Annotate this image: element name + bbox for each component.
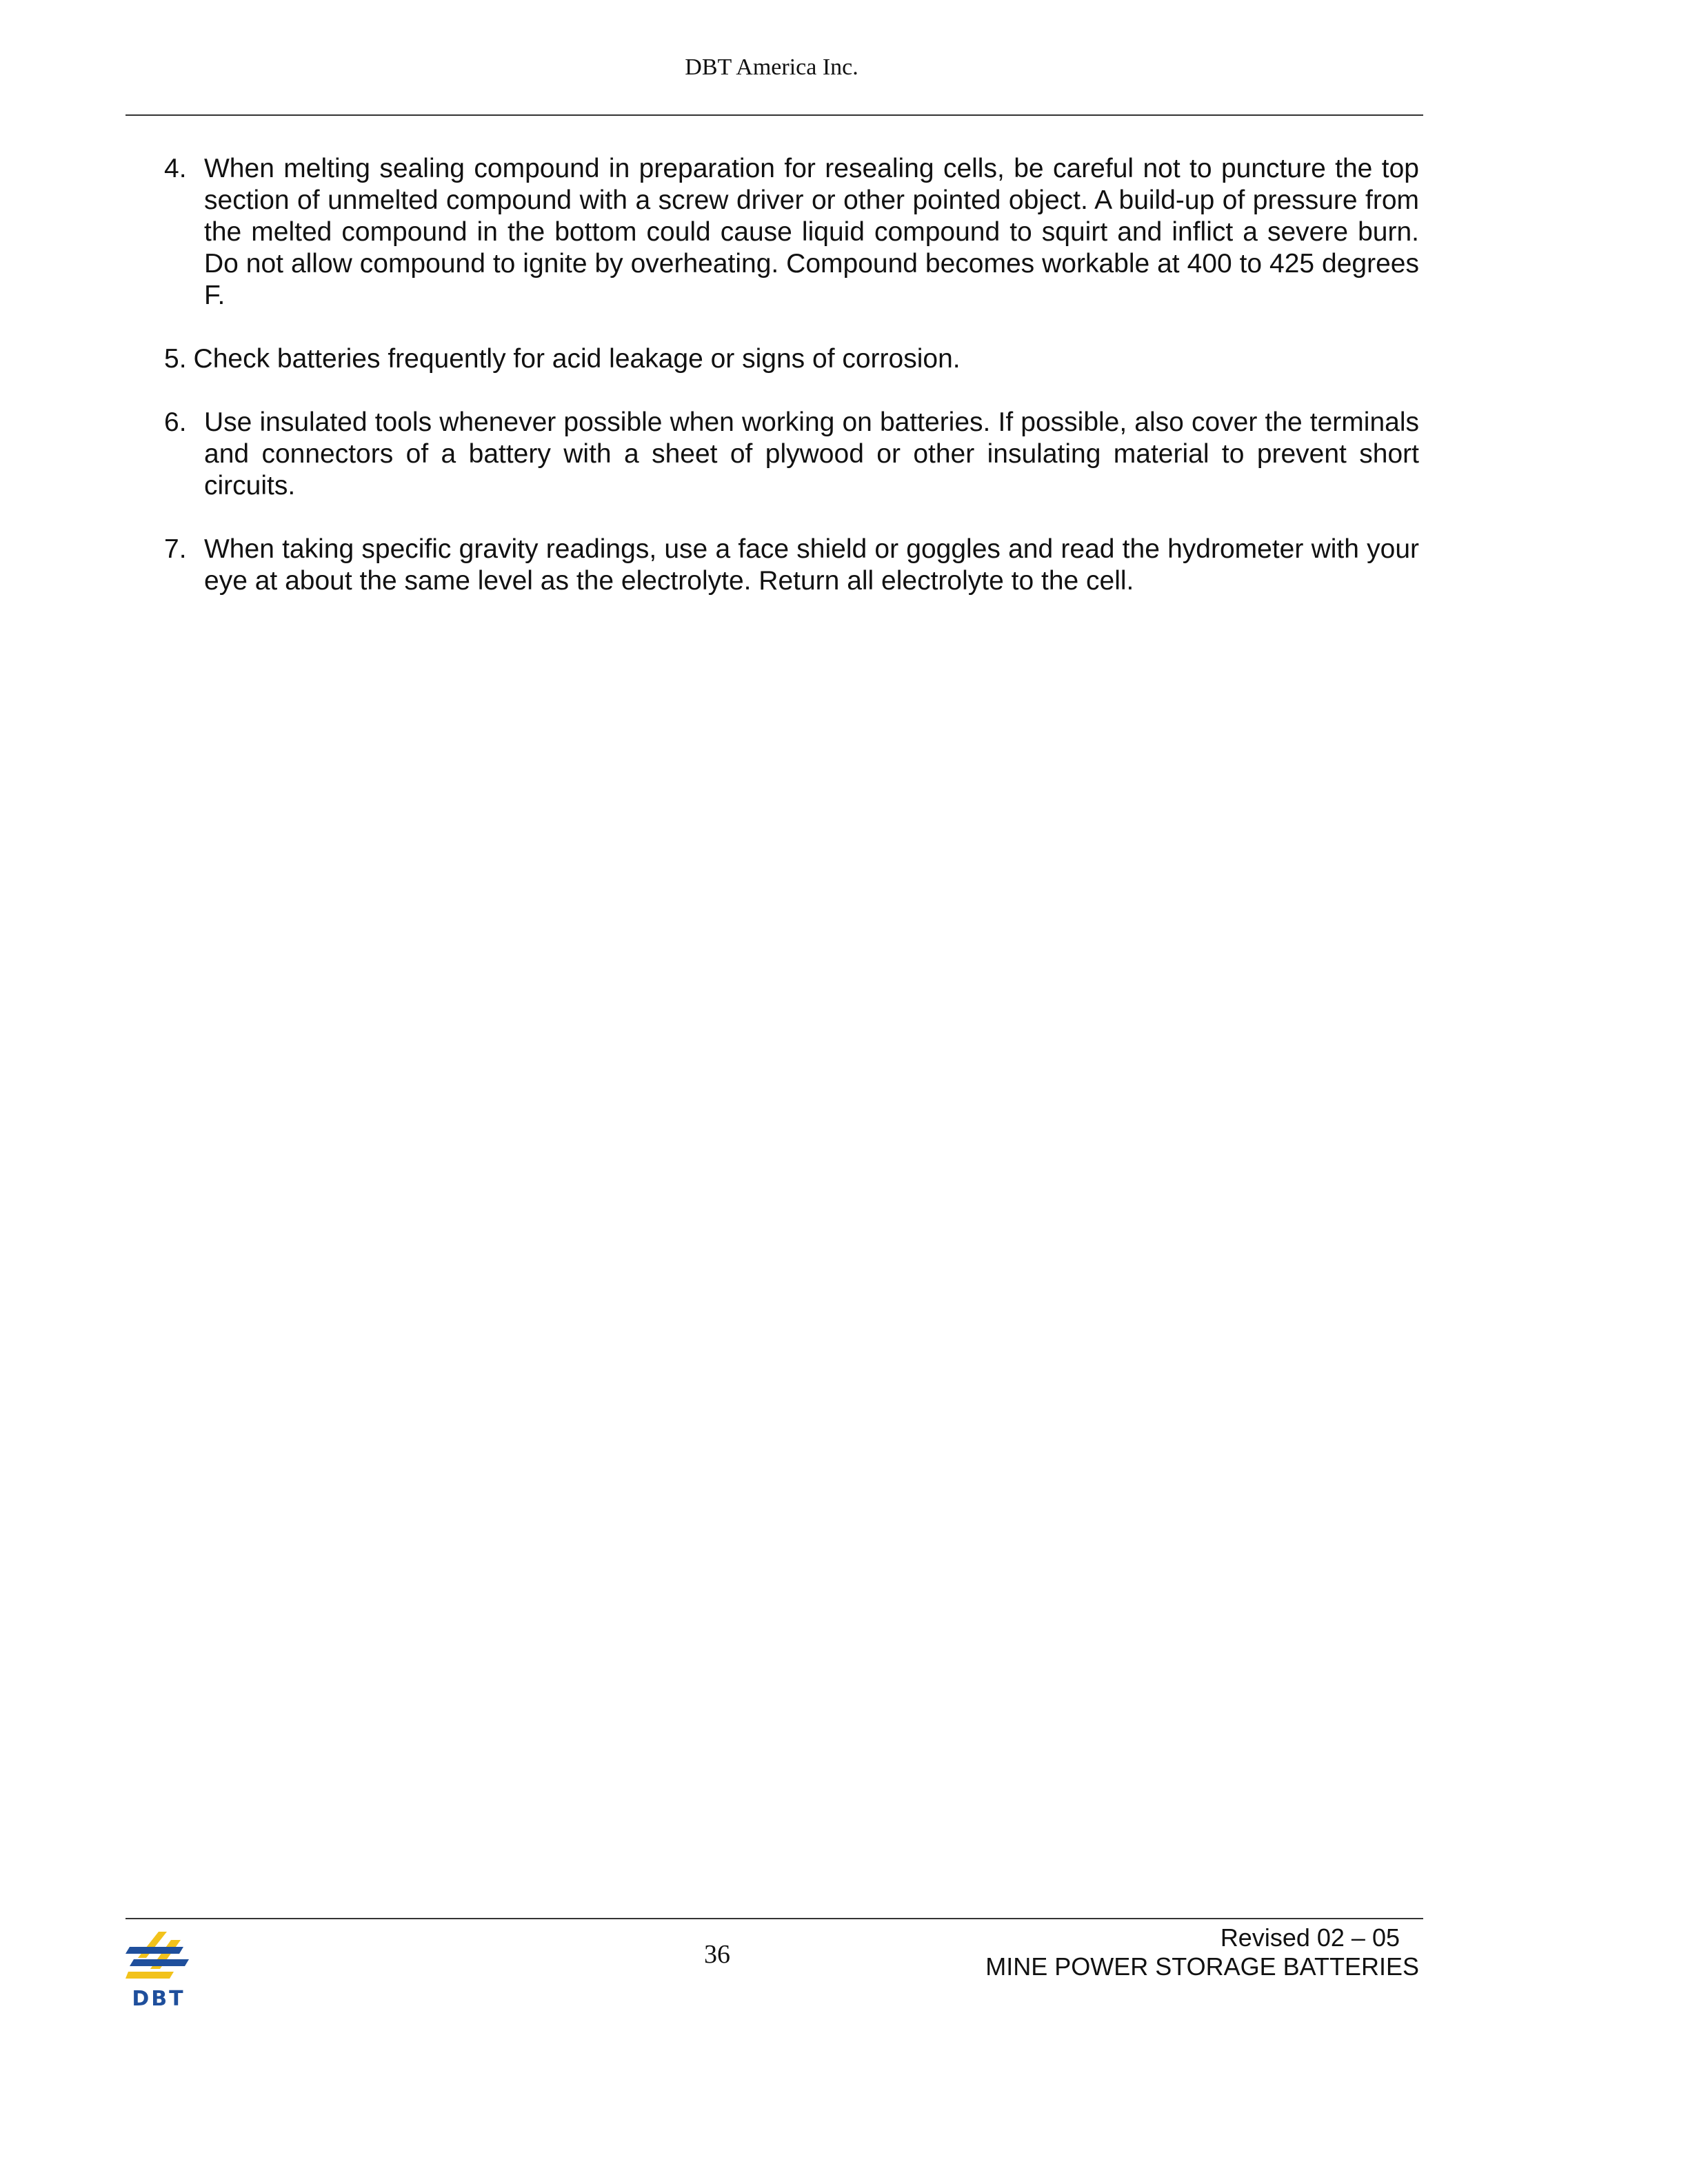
list-item-text: When taking specific gravity readings, use a face shield or goggles and read the hydrometer with your eye at about the same level as the electrolyte. Return all electrolyte to the cell. [204, 534, 1419, 596]
list-item-text: Use insulated tools whenever possible when working on batteries. If possible, also cover the terminals and connectors of a battery with a sheet of plywood or other insulating material to prevent short circuits. [204, 407, 1419, 501]
list-item-number: 6. [164, 407, 187, 437]
logo-text: DBT [132, 1987, 185, 2011]
footer-rule [125, 1918, 1423, 1919]
dbt-logo [125, 1930, 192, 2012]
list-item-number: 4. [164, 154, 187, 183]
revision-label: Revised 02 – 05 [1220, 1923, 1400, 1952]
document-title: MINE POWER STORAGE BATTERIES [985, 1952, 1419, 1981]
page-number: 36 [704, 1940, 730, 1969]
list-item-text: Check batteries frequently for acid leakage or signs of corrosion. [193, 344, 961, 374]
list-item-text: When melting sealing compound in preparation for resealing cells, be careful not to puncture the top section of unmelted compound with a screw driver or other pointed object. A build-up of pressure from the melted compound in the bottom could cause liquid compound to squirt and inflict a severe burn. Do not allow compound to ignite by overheating. Compound becomes workable at 400 to 425 degrees F. [204, 154, 1419, 310]
safety-list [164, 153, 1419, 629]
header-rule [125, 114, 1423, 116]
footer-info [985, 1923, 1419, 1981]
dbt-logo-mark-icon [125, 1930, 192, 1988]
list-item-7 [164, 534, 1419, 597]
list-item-5 [164, 343, 1419, 375]
list-item-6 [164, 407, 1419, 502]
list-item-number: 5. [164, 344, 187, 374]
list-item-number: 7. [164, 534, 187, 564]
page-header: DBT America Inc. [685, 54, 858, 80]
list-item-4 [164, 153, 1419, 312]
